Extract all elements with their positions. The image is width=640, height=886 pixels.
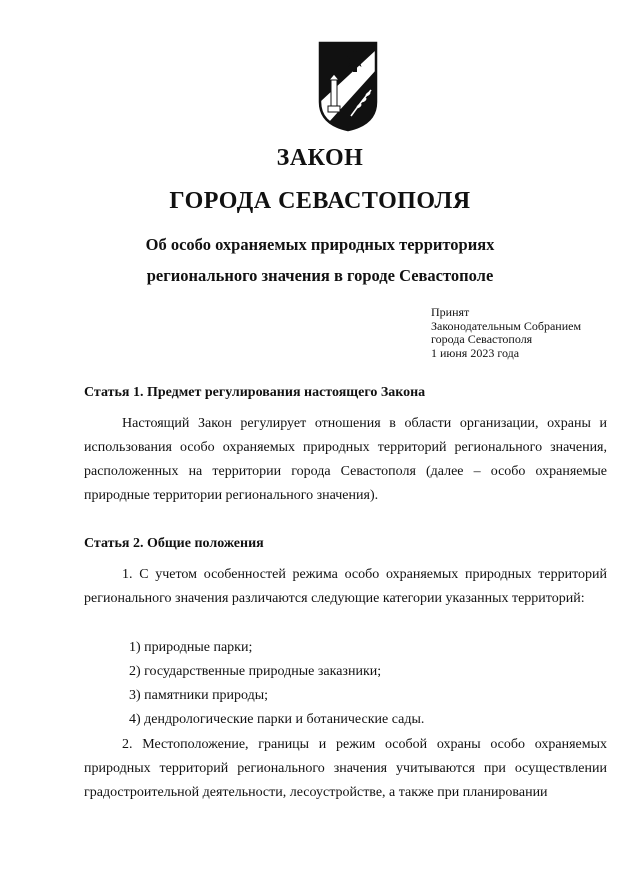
law-subject-line2: регионального значения в городе Севастополе <box>146 266 494 285</box>
category-list-item: 2) государственные природные заказники; <box>129 664 382 679</box>
document-title-line2: ГОРОДА СЕВАСТОПОЛЯ <box>169 188 471 214</box>
law-subject-line1: Об особо охраняемых природных территориях <box>145 235 495 254</box>
category-list-item: 1) природные парки; <box>129 640 253 655</box>
article2-point1: 1. С учетом особенностей режима особо охраняемых природных территорий регионального значения различаются следующие категории указанных территорий: <box>84 567 607 606</box>
adoption-line: Принят <box>431 305 470 319</box>
article2-point2: 2. Местоположение, границы и режим особой охраны особо охраняемых природных территорий регионального значения учитываются при осуществлении градостроительной деятельности, лесоустройстве, а также при планировании <box>84 737 607 800</box>
article1-paragraph: Настоящий Закон регулирует отношения в области организации, охраны и использования особо охраняемых природных территорий регионального значения, расположенных на территории города Севастополя (далее – особо охраняемые природные территории регионального значения). <box>84 416 607 503</box>
article2-heading: Статья 2. Общие положения <box>84 536 264 551</box>
category-list-item: 4) дендрологические парки и ботанические сады. <box>129 712 425 727</box>
adoption-block <box>431 306 581 360</box>
article1-heading: Статья 1. Предмет регулирования настоящего Закона <box>84 385 426 400</box>
adoption-date: 1 июня 2023 года <box>431 345 520 360</box>
category-list-item: 3) памятники природы; <box>129 688 269 703</box>
document-title-line1: ЗАКОН <box>276 145 364 171</box>
sevastopol-coat-of-arms-icon <box>317 40 379 132</box>
adoption-line: Законодательным Собранием <box>431 318 582 333</box>
adoption-line: города Севастополя <box>431 332 533 346</box>
